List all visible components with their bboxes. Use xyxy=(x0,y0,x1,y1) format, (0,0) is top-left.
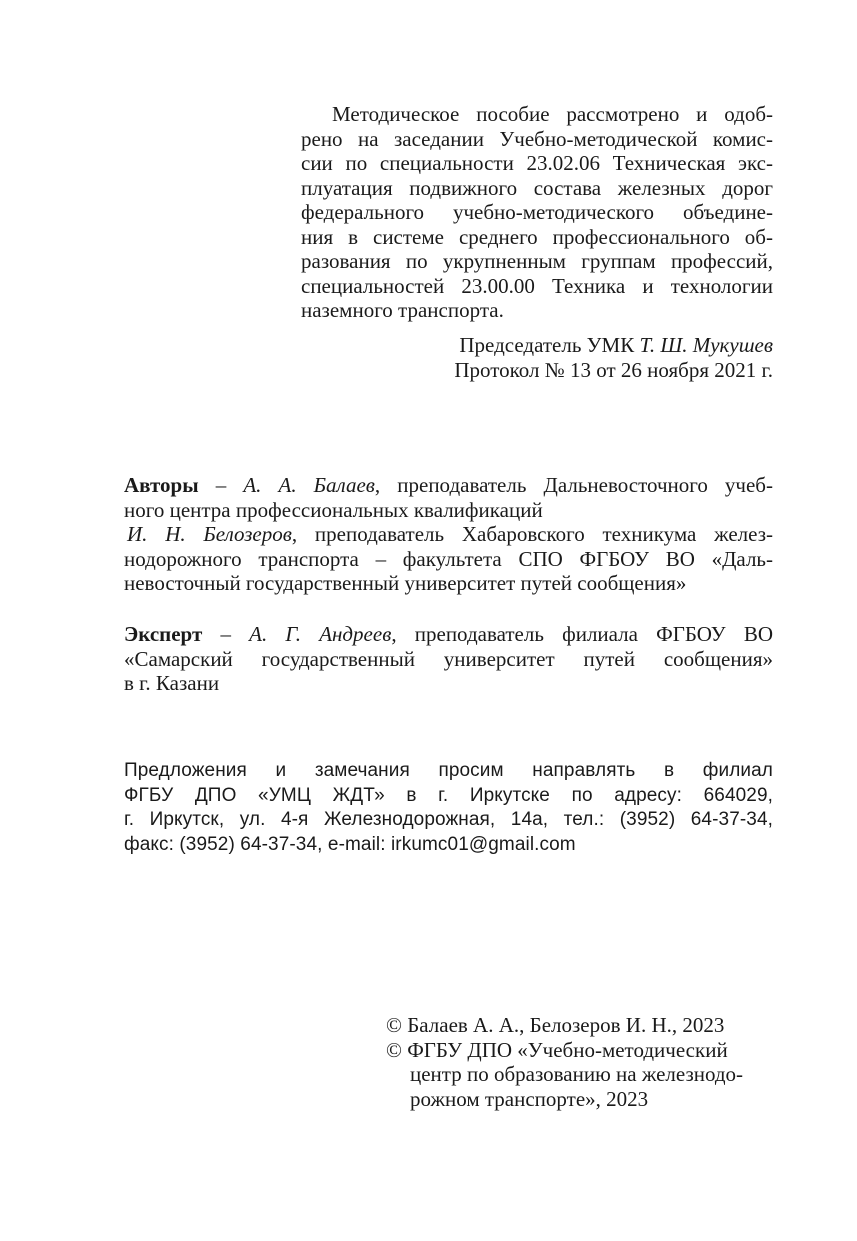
contacts-line: г. Иркутск, ул. 4-я Железнодорожная, 14а, тел.: (3952) 64-37-34, xyxy=(124,809,773,830)
author1-desc: , преподаватель Дальневосточного учеб- xyxy=(374,473,773,497)
expert-name: А. Г. Андреев xyxy=(249,622,392,646)
copyright-section xyxy=(386,1013,786,1111)
expert-line2: «Самарский государственный университет путей сообщения» xyxy=(124,646,773,671)
chairman-signature xyxy=(380,333,773,382)
chairman-line xyxy=(380,333,773,358)
chairman-name: Т. Ш. Мукушев xyxy=(639,333,773,357)
copyright-publisher-cont: центр по образованию на железнодо- xyxy=(410,1062,744,1086)
chairman-prefix: Председатель УМК xyxy=(459,333,640,357)
author2-line2: нодорожного транспорта – факультета СПО ФГБОУ ВО «Даль- xyxy=(124,546,773,571)
contacts-section xyxy=(124,759,773,857)
expert-desc: , преподаватель филиала ФГБОУ ВО xyxy=(391,622,773,646)
contacts-line: ФГБУ ДПО «УМЦ ЖДТ» в г. Иркутске по адресу: 664029, xyxy=(124,784,773,806)
approval-line: сии по специальности 23.02.06 Техническая экс- xyxy=(301,151,773,175)
author1-line2: ного центра профессиональных квалификаций xyxy=(124,497,543,522)
approval-note xyxy=(301,102,773,323)
author2-name: И. Н. Белозеров xyxy=(127,522,292,546)
author2-line1 xyxy=(124,522,773,547)
expert-section xyxy=(124,622,773,696)
expert-line1 xyxy=(124,622,773,647)
expert-label: Эксперт xyxy=(124,622,203,646)
approval-line: специальностей 23.00.00 Техника и технологии xyxy=(301,273,773,298)
approval-line: Методическое пособие рассмотрено и одоб- xyxy=(332,102,773,126)
copyright-authors: © Балаев А. А., Белозеров И. Н., 2023 xyxy=(386,1013,725,1037)
author1-line1 xyxy=(124,473,773,498)
approval-line: наземного транспорта. xyxy=(301,298,504,322)
expert-line3: в г. Казани xyxy=(124,671,220,695)
approval-line: плуатация подвижного состава железных дорог xyxy=(301,175,773,200)
author2-line3: невосточный государственный университет путей сообщения» xyxy=(124,571,687,595)
expert-dash: – xyxy=(202,622,250,646)
approval-line: разования по укрупненным группам профессий, xyxy=(301,249,773,273)
author1-name: А. А. Балаев xyxy=(243,473,375,497)
authors-section xyxy=(124,473,773,596)
copyright-publisher: © ФГБУ ДПО «Учебно-методический xyxy=(386,1037,728,1062)
copyright-publisher-cont: рожном транспорте», 2023 xyxy=(410,1086,649,1111)
approval-line: рено на заседании Учебно-методической комис- xyxy=(301,126,773,151)
contacts-line: Предложения и замечания просим направлять в филиал xyxy=(124,760,773,781)
authors-dash: – xyxy=(198,473,244,497)
author2-desc: , преподаватель Хабаровского техникума желез- xyxy=(291,522,773,546)
approval-line: федерального учебно-методического объедине- xyxy=(301,200,773,224)
approval-line: ния в системе среднего профессионального об- xyxy=(301,224,773,249)
authors-label: Авторы xyxy=(124,473,199,497)
contacts-line: факс: (3952) 64-37-34, e-mail: irkumc01@gmail.com xyxy=(124,833,576,855)
protocol-line: Протокол № 13 от 26 ноября 2021 г. xyxy=(454,357,773,382)
